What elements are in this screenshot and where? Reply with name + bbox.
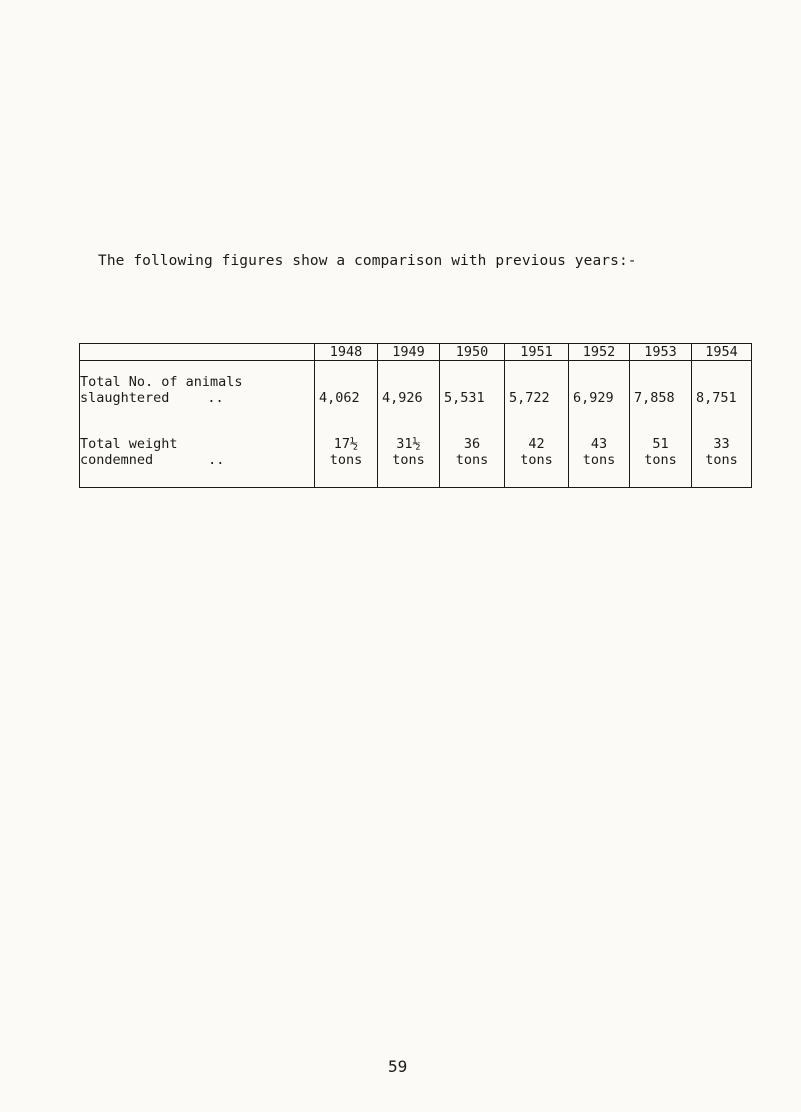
year-column [630, 361, 692, 488]
category-weight: Total weight condemned .. [80, 436, 225, 468]
weight-amount: 51 [652, 436, 669, 452]
weight-amount: 43 [590, 436, 608, 452]
year-header: 1950 [440, 344, 505, 361]
year-header: 1953 [630, 344, 692, 361]
page-number: 59 [388, 1057, 408, 1076]
comparison-table [79, 343, 752, 488]
weight-unit: tons [582, 451, 616, 468]
weight-unit: tons [705, 451, 738, 468]
year-header: 1952 [569, 344, 630, 361]
year-header: 1954 [692, 344, 752, 361]
animals-slaughtered-value: 7,858 [634, 389, 675, 406]
animals-slaughtered-value: 4,062 [319, 389, 360, 406]
weight-amount: 42 [528, 436, 545, 452]
year-column [315, 361, 378, 488]
table-body-row [80, 361, 752, 488]
animals-slaughtered-value: 4,926 [382, 389, 423, 406]
weight-unit: tons [520, 451, 553, 468]
year-column [505, 361, 569, 488]
animals-slaughtered-value: 5,722 [509, 389, 550, 406]
weight-amount: 31½ [396, 436, 421, 452]
year-header: 1951 [505, 344, 569, 361]
header-blank [80, 344, 315, 361]
year-header: 1948 [315, 344, 378, 361]
weight-amount: 17½ [333, 436, 359, 452]
intro-text: The following figures show a comparison with previous years:- [98, 253, 637, 269]
weight-unit: tons [392, 451, 425, 468]
category-animals: Total No. of animals slaughtered .. [80, 374, 243, 406]
weight-unit: tons [329, 451, 363, 468]
year-column [378, 361, 440, 488]
year-column [440, 361, 505, 488]
year-column [692, 361, 752, 488]
year-header-row [80, 344, 752, 361]
year-column [569, 361, 630, 488]
weight-unit: tons [455, 451, 489, 468]
weight-amount: 33 [713, 436, 730, 452]
weight-amount: 36 [463, 436, 481, 452]
year-header: 1949 [378, 344, 440, 361]
category-column [80, 361, 315, 488]
weight-unit: tons [644, 451, 677, 468]
animals-slaughtered-value: 5,531 [444, 389, 485, 406]
animals-slaughtered-value: 6,929 [573, 389, 614, 406]
animals-slaughtered-value: 8,751 [696, 389, 737, 406]
